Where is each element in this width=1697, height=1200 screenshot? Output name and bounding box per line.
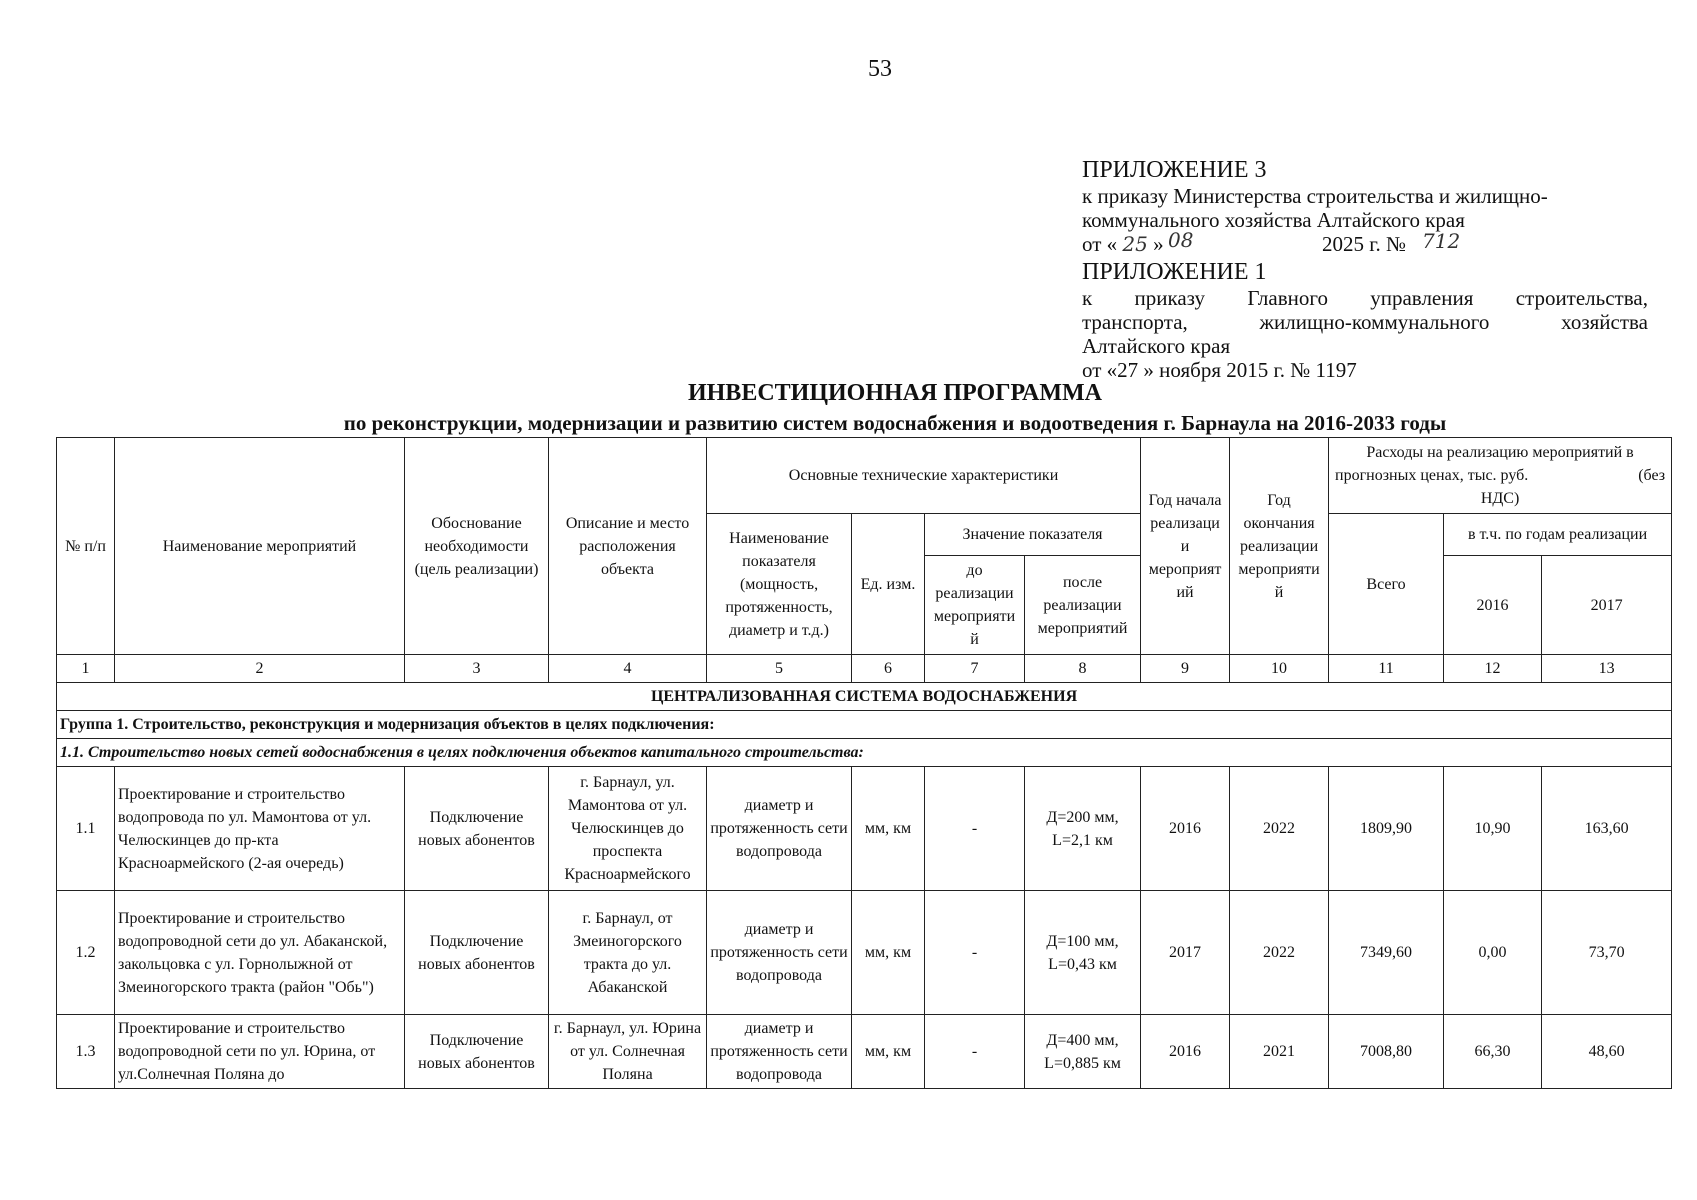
row-basis: Подключение новых абонентов: [405, 891, 549, 1015]
row-before: -: [925, 891, 1025, 1015]
row-location: г. Барнаул, ул. Юрина от ул. Солнечная Поляна: [549, 1015, 707, 1089]
word: жилищно-коммунального: [1259, 310, 1490, 334]
row-location: г. Барнаул, от Змеиногорского тракта до ул. Абаканской: [549, 891, 707, 1015]
header-unit: Ед. изм.: [852, 514, 925, 655]
row-indicator: диаметр и протяженность сети водопровода: [707, 1015, 852, 1089]
row-location: г. Барнаул, ул. Мамонтова от ул. Челюскинцев до проспекта Красноармейского: [549, 767, 707, 891]
table-row: [57, 767, 1672, 891]
date-day-handwritten: 25: [1122, 232, 1148, 256]
appendix-1-line2: [1082, 310, 1648, 334]
appendix-3-block: [1082, 156, 1648, 256]
row-start-year: 2016: [1141, 1015, 1230, 1089]
header-end-year: Год окончания реализации мероприяти й: [1230, 438, 1329, 655]
row-unit: мм, км: [852, 1015, 925, 1089]
appendix-1-line3: Алтайского края: [1082, 334, 1231, 358]
column-number: 9: [1141, 655, 1230, 683]
order-number-handwritten: 712: [1422, 229, 1461, 253]
header-basis: Обоснование необходимости (цель реализации): [405, 438, 549, 655]
row-total: 7008,80: [1329, 1015, 1444, 1089]
header-costs-line3: НДС): [1480, 490, 1520, 507]
row-start-year: 2017: [1141, 891, 1230, 1015]
row-num: 1.2: [57, 891, 115, 1015]
header-after: после реализации мероприятий: [1025, 556, 1141, 655]
row-2017: 48,60: [1542, 1015, 1672, 1089]
word: управления: [1370, 286, 1474, 310]
row-name: Проектирование и строительство водопровода по ул. Мамонтова от ул. Челюскинцев до пр-кта Красноармейского (2-ая очередь): [115, 767, 405, 891]
header-tech: Основные технические характеристики: [707, 438, 1141, 514]
header-costs: [1329, 438, 1672, 514]
column-number: 12: [1444, 655, 1542, 683]
row-num: 1.1: [57, 767, 115, 891]
word: приказу: [1134, 286, 1206, 310]
row-start-year: 2016: [1141, 767, 1230, 891]
document-title: ИНВЕСТИЦИОННАЯ ПРОГРАММА: [687, 380, 1103, 406]
row-end-year: 2022: [1230, 891, 1329, 1015]
date-month-handwritten: 08: [1168, 228, 1194, 252]
word: Главного: [1247, 286, 1328, 310]
row-before: -: [925, 1015, 1025, 1089]
document-subtitle: по реконструкции, модернизации и развитию систем водоснабжения и водоотведения г. Барнаула на 2016-2033 годы: [343, 411, 1447, 435]
table-row: [57, 1015, 1672, 1089]
appendix-1-title: ПРИЛОЖЕНИЕ 1: [1082, 259, 1267, 285]
appendix-1-line1: [1082, 286, 1648, 310]
investment-table: [56, 437, 1672, 1089]
header-before: до реализации мероприяти й: [925, 556, 1025, 655]
group-heading: Группа 1. Строительство, реконструкция и модернизация объектов в целях подключения:: [57, 711, 1672, 739]
header-costs-line2-end: (без: [1638, 467, 1666, 484]
column-number: 5: [707, 655, 852, 683]
header-num: № п/п: [57, 438, 115, 655]
row-end-year: 2021: [1230, 1015, 1329, 1089]
section-heading: ЦЕНТРАЛИЗОВАННАЯ СИСТЕМА ВОДОСНАБЖЕНИЯ: [57, 683, 1672, 711]
row-total: 7349,60: [1329, 891, 1444, 1015]
header-indicator: Наименование показателя (мощность, протяженность, диаметр и т.д.): [707, 514, 852, 655]
row-num: 1.3: [57, 1015, 115, 1089]
header-year-2016: 2016: [1444, 556, 1542, 655]
row-after: Д=400 мм, L=0,885 км: [1025, 1015, 1141, 1089]
row-indicator: диаметр и протяженность сети водопровода: [707, 767, 852, 891]
date-year: 2025 г. №: [1322, 232, 1407, 256]
row-2017: 73,70: [1542, 891, 1672, 1015]
row-basis: Подключение новых абонентов: [405, 767, 549, 891]
word: к: [1082, 286, 1093, 310]
header-year-2017: 2017: [1542, 556, 1672, 655]
word: транспорта,: [1082, 310, 1188, 334]
header-costs-line2-text: прогнозных ценах, тыс. руб.: [1335, 467, 1529, 484]
header-name: Наименование мероприятий: [115, 438, 405, 655]
header-costs-line1: Расходы на реализацию мероприятий в: [1366, 444, 1634, 461]
subgroup-heading: 1.1. Строительство новых сетей водоснабжения в целях подключения объектов капитального строительства:: [57, 739, 1672, 767]
row-unit: мм, км: [852, 891, 925, 1015]
row-name: Проектирование и строительство водопроводной сети по ул. Юрина, от ул.Солнечная Поляна до: [115, 1015, 405, 1089]
column-number: 2: [115, 655, 405, 683]
header-total: Всего: [1329, 514, 1444, 655]
row-after: Д=100 мм, L=0,43 км: [1025, 891, 1141, 1015]
row-2016: 10,90: [1444, 767, 1542, 891]
row-basis: Подключение новых абонентов: [405, 1015, 549, 1089]
row-unit: мм, км: [852, 767, 925, 891]
date-prefix: от «: [1082, 232, 1118, 256]
row-2016: 66,30: [1444, 1015, 1542, 1089]
appendix-1-block: [1082, 258, 1648, 382]
header-by-years: в т.ч. по годам реализации: [1444, 514, 1672, 556]
appendix-3-title: ПРИЛОЖЕНИЕ 3: [1082, 157, 1267, 183]
column-number: 13: [1542, 655, 1672, 683]
row-before: -: [925, 767, 1025, 891]
row-2017: 163,60: [1542, 767, 1672, 891]
page-number: 53: [868, 56, 892, 82]
row-2016: 0,00: [1444, 891, 1542, 1015]
row-total: 1809,90: [1329, 767, 1444, 891]
row-end-year: 2022: [1230, 767, 1329, 891]
word: хозяйства: [1561, 310, 1648, 334]
column-number: 4: [549, 655, 707, 683]
column-number: 11: [1329, 655, 1444, 683]
appendix-3-date-line: [1082, 228, 1648, 256]
appendix-1-line4: от «27 » ноября 2015 г. № 1197: [1082, 358, 1357, 382]
appendix-3-line2: коммунального хозяйства Алтайского края: [1082, 208, 1465, 232]
word: строительства,: [1515, 286, 1648, 310]
column-number: 8: [1025, 655, 1141, 683]
row-name: Проектирование и строительство водопроводной сети до ул. Абаканской, закольцовка с ул. Горнолыжной от Змеиногорского тракта (район "Обь"): [115, 891, 405, 1015]
header-location: Описание и место расположения объекта: [549, 438, 707, 655]
row-after: Д=200 мм, L=2,1 км: [1025, 767, 1141, 891]
column-number: 3: [405, 655, 549, 683]
header-start-year: Год начала реализаци и мероприят ий: [1141, 438, 1230, 655]
row-indicator: диаметр и протяженность сети водопровода: [707, 891, 852, 1015]
header-costs-line2: [1335, 464, 1665, 487]
column-number: 6: [852, 655, 925, 683]
column-number: 10: [1230, 655, 1329, 683]
table-row: [57, 891, 1672, 1015]
appendix-3-line1: к приказу Министерства строительства и жилищно-: [1082, 184, 1548, 208]
header-value: Значение показателя: [925, 514, 1141, 556]
date-mid: »: [1153, 232, 1164, 256]
column-number: 1: [57, 655, 115, 683]
column-number: 7: [925, 655, 1025, 683]
